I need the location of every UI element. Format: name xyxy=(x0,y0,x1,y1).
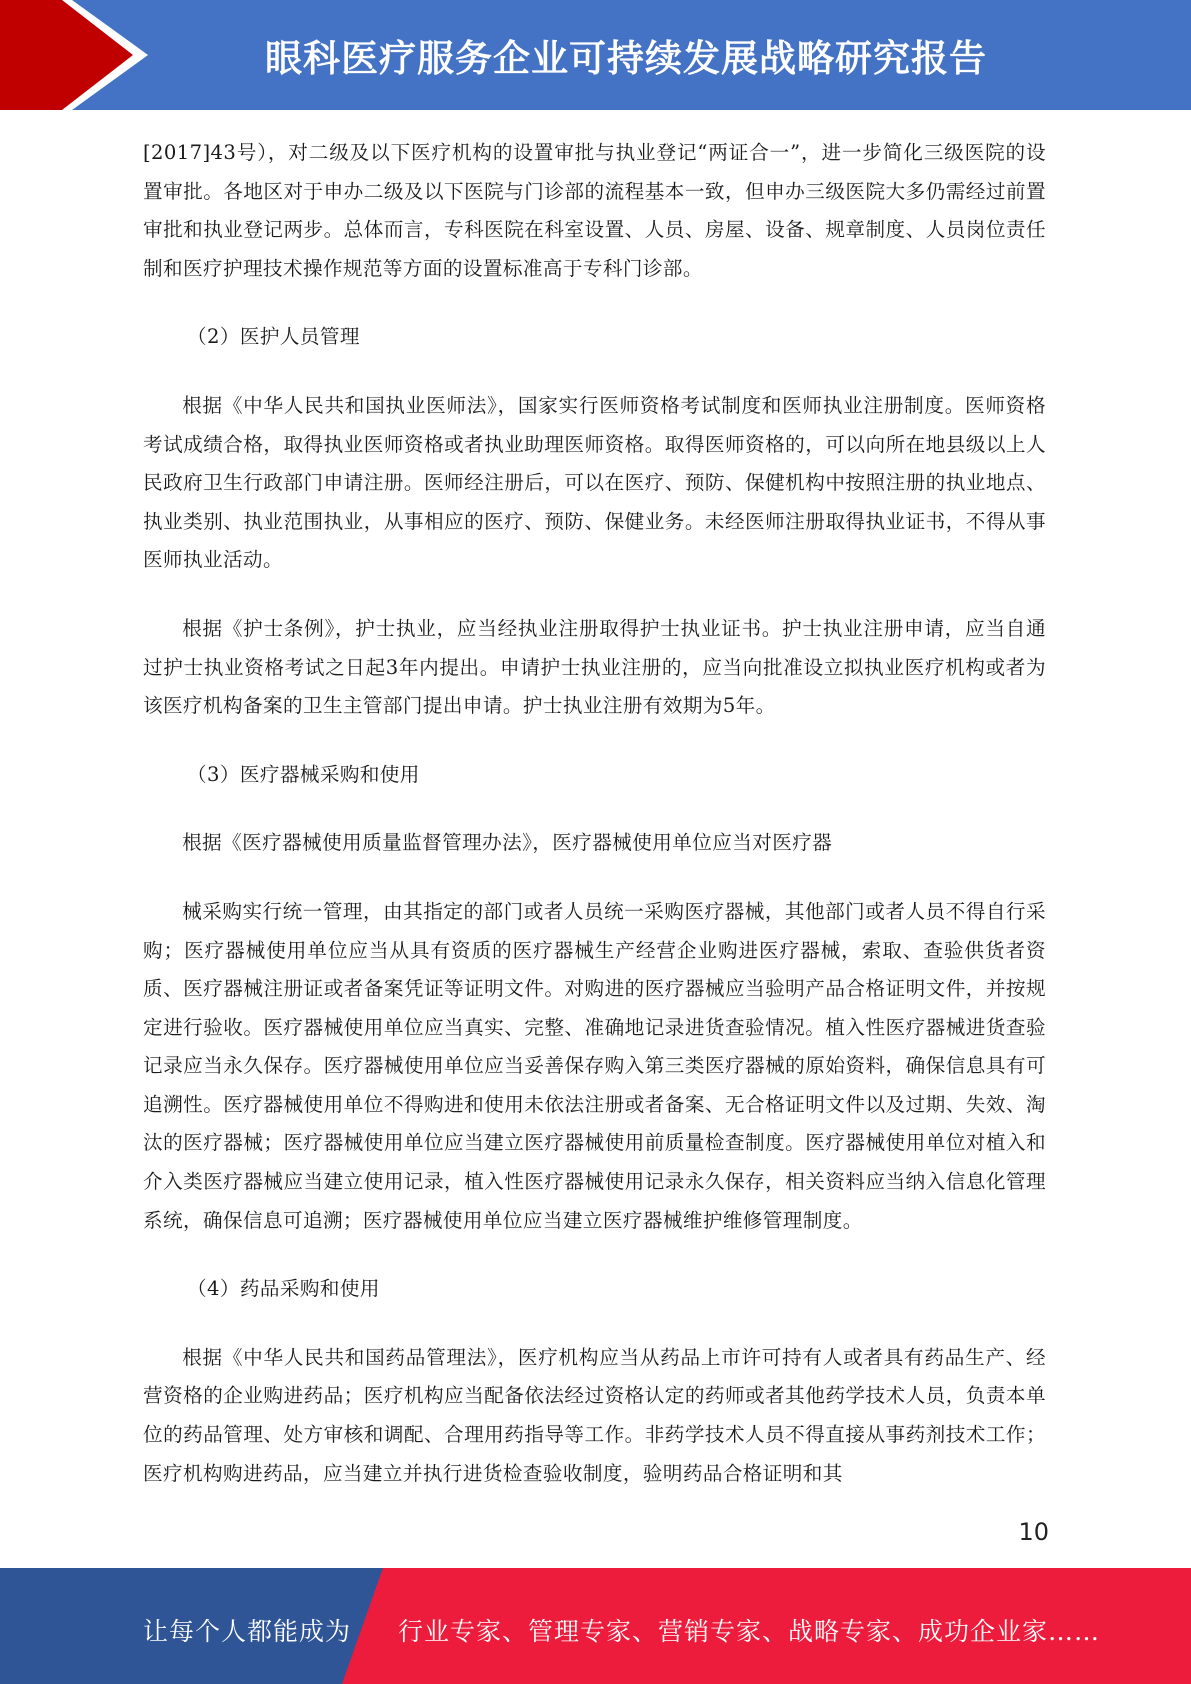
section-heading-4: （4）药品采购和使用 xyxy=(187,1277,380,1301)
body-content xyxy=(143,134,1046,1493)
footer-slogan-right: 行业专家、管理专家、营销专家、战略专家、成功企业家…… xyxy=(398,1617,1101,1646)
section-heading-3: （3）医疗器械采购和使用 xyxy=(187,762,420,786)
report-title: 眼科医疗服务企业可持续发展战略研究报告 xyxy=(265,37,987,80)
page-number: 10 xyxy=(1018,1518,1049,1546)
paragraph-3: 根据《护士条例》，护士执业，应当经执业注册取得护士执业证书。护士执业注册申请，应当自通过护士执业资格考试之日起3年内提出。申请护士执业注册的，应当向批准设立拟执业医疗机构或者为该医疗机构备案的卫生主管部门提出申请。护士执业注册有效期为5年。 xyxy=(143,616,1046,718)
paragraph-2: 根据《中华人民共和国执业医师法》，国家实行医师资格考试制度和医师执业注册制度。医师资格考试成绩合格，取得执业医师资格或者执业助理医师资格。取得医师资格的，可以向所在地县级以上人民政府卫生行政部门申请注册。医师经注册后，可以在医疗、预防、保健机构中按照注册的执业地点、执业类别、执业范围执业，从事相应的医疗、预防、保健业务。未经医师注册取得执业证书，不得从事医师执业活动。 xyxy=(143,393,1046,572)
footer-slogan-left: 让每个人都能成为 xyxy=(143,1617,352,1646)
paragraph-1: [2017]43号），对二级及以下医疗机构的设置审批与执业登记“两证合一”，进一步简化三级医院的设置审批。各地区对于申办二级及以下医院与门诊部的流程基本一致，但申办三级医院大多仍需经过前置审批和执业登记两步。总体而言，专科医院在科室设置、人员、房屋、设备、规章制度、人员岗位责任制和医疗护理技术操作规范等方面的设置标准高于专科门诊部。 xyxy=(143,141,1046,280)
footer-banner xyxy=(0,1568,1191,1684)
paragraph-5: 械采购实行统一管理，由其指定的部门或者人员统一采购医疗器械，其他部门或者人员不得自行采购；医疗器械使用单位应当从具有资质的医疗器械生产经营企业购进医疗器械，索取、查验供货者资质、医疗器械注册证或者备案凭证等证明文件。对购进的医疗器械应当验明产品合格证明文件，并按规定进行验收。医疗器械使用单位应当真实、完整、准确地记录进货查验情况。植入性医疗器械进货查验记录应当永久保存。医疗器械使用单位应当妥善保存购入第三类医疗器械的原始资料，确保信息具有可追溯性。医疗器械使用单位不得购进和使用未依法注册或者备案、无合格证明文件以及过期、失效、淘汰的医疗器械；医疗器械使用单位应当建立医疗器械使用前质量检查制度。医疗器械使用单位对植入和介入类医疗器械应当建立使用记录，植入性医疗器械使用记录永久保存，相关资料应当纳入信息化管理系统，确保信息可追溯；医疗器械使用单位应当建立医疗器械维护维修管理制度。 xyxy=(143,899,1046,1232)
header-banner xyxy=(0,0,1191,110)
section-heading-2: （2）医护人员管理 xyxy=(187,325,360,349)
paragraph-6: 根据《中华人民共和国药品管理法》，医疗机构应当从药品上市许可持有人或者具有药品生产、经营资格的企业购进药品；医疗机构应当配备依法经过资格认定的药师或者其他药学技术人员，负责本单位的药品管理、处方审核和调配、合理用药指导等工作。非药学技术人员不得直接从事药剂技术工作；医疗机构购进药品，应当建立并执行进货检查验收制度，验明药品合格证明和其 xyxy=(143,1345,1046,1485)
paragraph-4: 根据《医疗器械使用质量监督管理办法》，医疗器械使用单位应当对医疗器 xyxy=(182,831,833,855)
